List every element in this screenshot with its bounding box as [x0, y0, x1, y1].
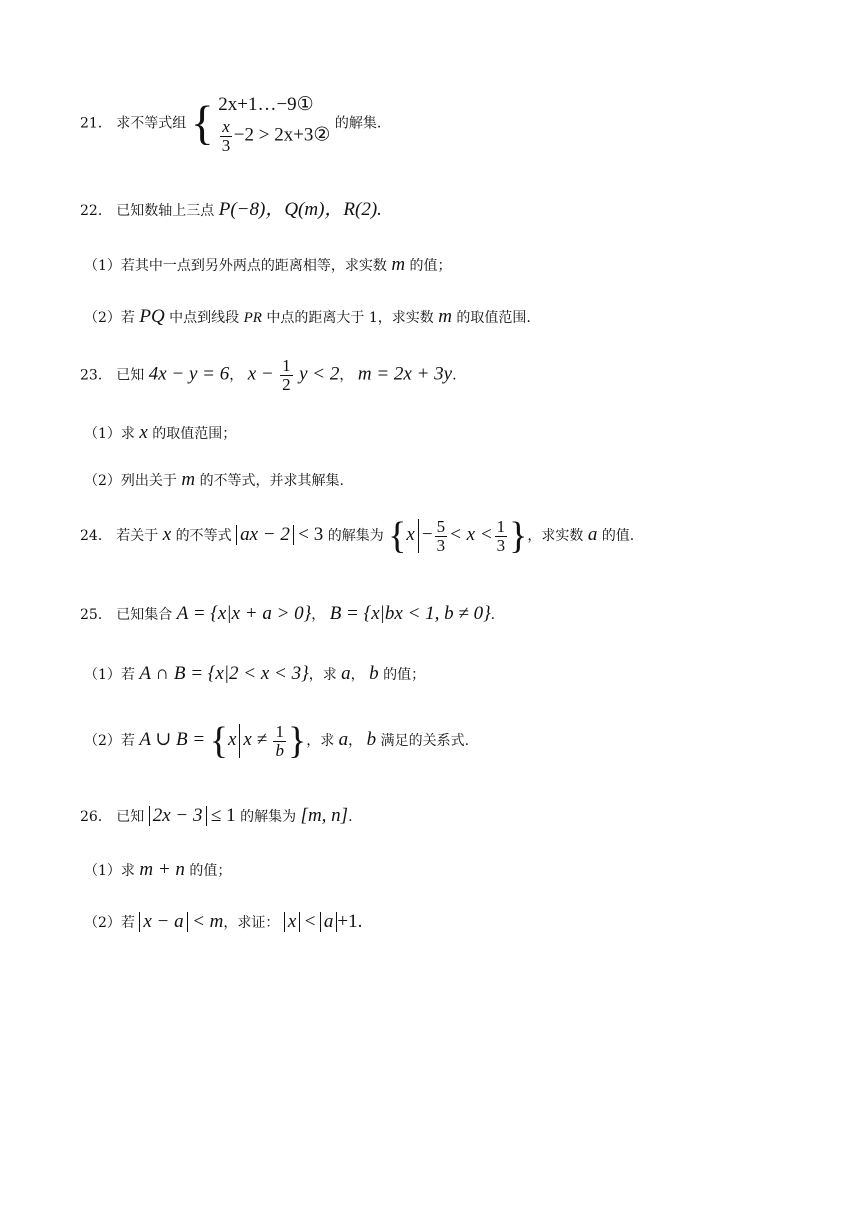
- inequality-part: < x <: [449, 524, 493, 545]
- question-number: 25．: [80, 607, 112, 623]
- set-bar: [418, 519, 419, 553]
- math-variable: b: [369, 663, 379, 684]
- right-brace: }: [287, 720, 307, 762]
- question-text: 已知数轴上三点: [116, 203, 215, 219]
- absolute-value-x: x: [284, 912, 300, 932]
- question-26-part-1: [84, 860, 231, 879]
- period: .: [348, 809, 353, 825]
- math-variable: x: [139, 422, 148, 443]
- absolute-value: 2x − 3: [149, 806, 207, 826]
- part-text-end: 的值；: [383, 667, 426, 683]
- part-text-end: 的取值范围.: [456, 310, 531, 326]
- question-text: 求不等式组: [116, 115, 187, 132]
- question-24: [80, 517, 634, 555]
- question-21: [80, 92, 381, 155]
- question-text: 若关于: [116, 528, 159, 544]
- inequality-part: < 3: [298, 524, 324, 545]
- part-text: ，求: [306, 733, 335, 749]
- question-text: 的解集为: [240, 809, 297, 825]
- fraction-one-over-b: $\frac{1}{b}$: [275, 721, 284, 760]
- question-text: 已知集合: [116, 607, 173, 623]
- period: .: [452, 367, 457, 384]
- inequality-system: [218, 92, 330, 155]
- math-variable: b: [366, 729, 377, 750]
- separator: ，: [350, 667, 365, 683]
- inequality-part: ≤ 1: [210, 805, 236, 826]
- part-text: ，求: [308, 667, 337, 683]
- math-variable: a: [341, 663, 351, 684]
- question-22: [80, 200, 382, 219]
- question-text-end: 的值.: [601, 528, 635, 544]
- union-expression: A ∪ B =: [139, 729, 206, 750]
- question-26: [80, 806, 353, 826]
- question-25-part-2: [84, 722, 469, 760]
- math-variable: m: [181, 469, 196, 490]
- absolute-value: ax − 2: [236, 525, 294, 545]
- separator: ，: [339, 367, 354, 384]
- part-text: ，求证：: [223, 915, 280, 931]
- question-22-part-2: [84, 307, 531, 326]
- segment-pr: PR: [243, 310, 262, 326]
- inequality-1: 2x+1…−9①: [218, 94, 314, 115]
- question-text: 已知: [116, 367, 145, 384]
- left-brace: {: [209, 720, 228, 762]
- separator: ，: [229, 367, 244, 384]
- part-text: （2）若: [84, 915, 135, 931]
- question-text-end: 的解集.: [334, 115, 382, 132]
- part-text: 中点的距离大于 1，求实数: [266, 310, 434, 326]
- question-number: 21．: [80, 115, 112, 132]
- part-text-end: 的值；: [189, 863, 232, 879]
- part-text: （2）若: [84, 733, 135, 749]
- question-number: 23．: [80, 367, 112, 384]
- set-variable: x: [406, 524, 415, 545]
- math-variable: a: [587, 524, 598, 545]
- question-22-part-1: [84, 255, 452, 274]
- question-23: [80, 357, 457, 394]
- question-23-part-2: [84, 470, 344, 489]
- set-a-definition: A = {x|x + a > 0}: [176, 603, 312, 624]
- question-text: ，求实数: [527, 528, 584, 544]
- inequality-2: $\frac{x}{3}$ −2 > 2x+3②: [221, 117, 331, 155]
- part-text-end: 的不等式，并求其解集.: [199, 473, 345, 489]
- part-text: 中点到线段: [169, 310, 240, 326]
- left-brace: {: [388, 515, 407, 557]
- question-text: 已知: [116, 809, 145, 825]
- math-variable: m: [391, 254, 406, 275]
- right-brace: }: [509, 515, 528, 557]
- inequality-tail: +1.: [337, 911, 363, 932]
- question-25: [80, 604, 495, 623]
- part-text-end: 的取值范围；: [152, 426, 237, 442]
- part-text: （1）若: [84, 667, 135, 683]
- fraction-five-thirds: $\frac{5}{3}$: [436, 516, 446, 555]
- question-number: 22．: [80, 203, 112, 219]
- intersection-expression: A ∩ B = {x|2 < x < 3}: [139, 663, 309, 684]
- question-number: 24．: [80, 528, 112, 544]
- segment-pq: PQ: [139, 306, 165, 327]
- set-b-definition: B = {x|bx < 1, b ≠ 0}: [329, 603, 491, 624]
- question-text: 的解集为: [327, 528, 384, 544]
- period: .: [490, 607, 496, 623]
- fraction-one-half: $\frac{1}{2}$: [282, 356, 291, 394]
- left-brace: {: [190, 96, 214, 150]
- question-26-part-2: [84, 912, 362, 932]
- part-text: （1）若其中一点到另外两点的距离相等，求实数: [84, 258, 387, 274]
- math-variable: x: [162, 524, 172, 545]
- math-variable: a: [338, 729, 349, 750]
- points-expression: P(−8)，Q(m)，R(2).: [218, 199, 382, 220]
- less-than-sign: <: [304, 911, 316, 932]
- minus-sign: −: [421, 524, 433, 545]
- equation-1: 4x − y = 6: [148, 363, 230, 385]
- question-text: 的不等式: [175, 528, 232, 544]
- fraction: $\frac{x}{3}$: [221, 117, 231, 155]
- inequality-part: < m: [192, 911, 224, 932]
- sum-expression: m + n: [139, 859, 185, 880]
- part-text-end: 满足的关系式.: [380, 733, 470, 749]
- part-text: （2）若: [84, 310, 135, 326]
- set-variable: x: [227, 729, 237, 750]
- inequality-part: x −: [247, 363, 274, 385]
- equation-m: m = 2x + 3y: [357, 363, 453, 385]
- absolute-value: x − a: [139, 912, 187, 932]
- inequality-part: y < 2: [299, 363, 340, 385]
- absolute-value-a: a: [320, 912, 338, 932]
- part-text: （2）列出关于: [84, 473, 177, 489]
- part-text-end: 的值；: [409, 258, 452, 274]
- question-23-part-1: [84, 423, 236, 442]
- question-number: 26．: [80, 809, 112, 825]
- separator: ，: [348, 733, 363, 749]
- math-variable: m: [438, 306, 452, 327]
- separator: ，: [311, 607, 326, 623]
- set-bar: [239, 724, 240, 758]
- part-text: （1）求: [84, 863, 135, 879]
- question-25-part-1: [84, 664, 425, 683]
- part-text: （1）求: [84, 426, 135, 442]
- solution-interval: [m, n]: [300, 805, 349, 826]
- inequality-part: x ≠: [243, 729, 268, 750]
- fraction-one-third: $\frac{1}{3}$: [496, 516, 506, 555]
